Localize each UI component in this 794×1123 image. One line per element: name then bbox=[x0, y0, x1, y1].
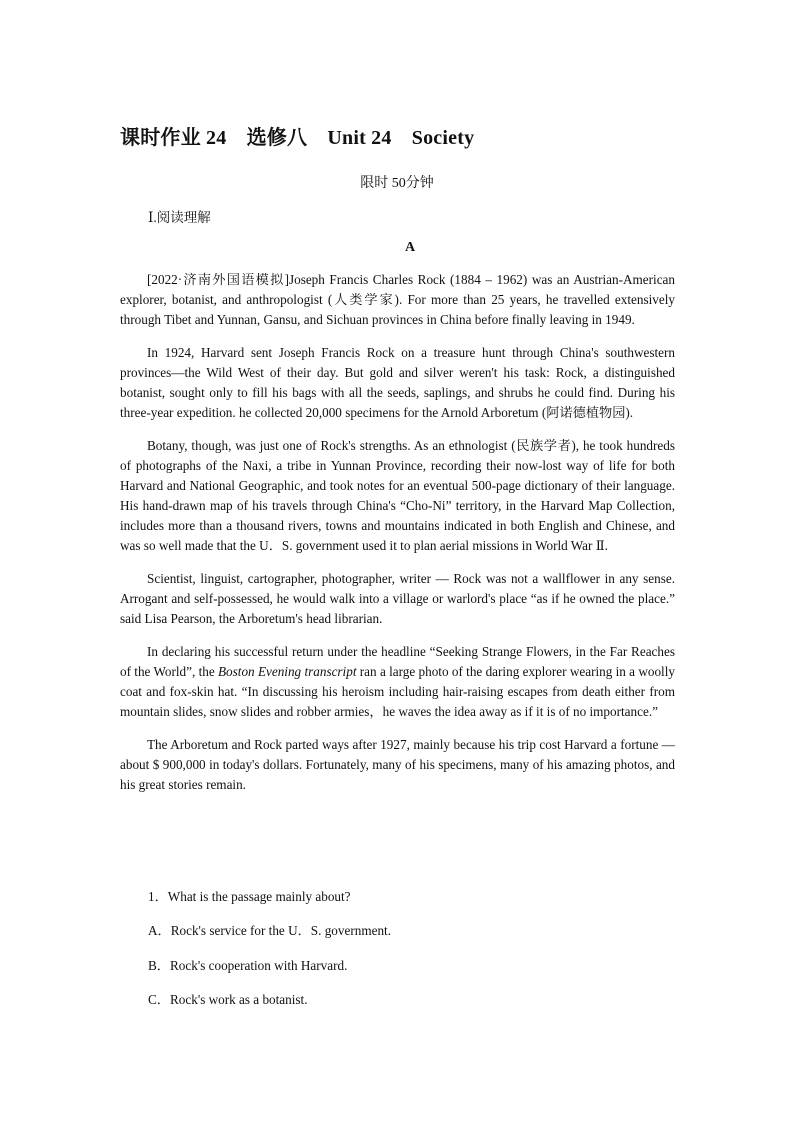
option-c: C．Rock's work as a botanist. bbox=[148, 992, 308, 1007]
paragraph-5 bbox=[120, 642, 675, 722]
passage-body bbox=[120, 270, 675, 808]
paragraph-3: Botany, though, was just one of Rock's strengths. As an ethnologist (民族学者), he took hundreds of photographs of the Naxi, a tribe in Yunnan Province, recording their now-lost way of life for both Harvard and National Geographic, and took notes for an eventual 500-page dictionary of their language. His hand-drawn map of his travels through China's “Cho-Ni” territory, in the Harvard Map Collection, includes more than a thousand rivers, towns and mountains indicated in both English and Chinese, and was so well made that the U．S. government used it to plan aerial missions in World War Ⅱ. bbox=[120, 438, 675, 553]
paragraph-1: [2022·济南外国语模拟]Joseph Francis Charles Rock (1884 – 1962) was an Austrian-American explorer, botanist, and anthropologist (人类学家). For more than 25 years, he travelled extensively through Tibet and Yunnan, Gansu, and Sichuan provinces in China before finally leaving in 1949. bbox=[120, 272, 675, 327]
option-a: A．Rock's service for the U．S. government. bbox=[148, 923, 391, 938]
passage-letter: A bbox=[404, 240, 416, 255]
newspaper-title: Boston Evening transcript bbox=[218, 664, 357, 679]
question-stem: 1．What is the passage mainly about? bbox=[148, 889, 351, 904]
paragraph-6: The Arboretum and Rock parted ways after 1927, mainly because his trip cost Harvard a fortune — about $ 900,000 in today's dollars. Fortunately, many of his specimens, many of his amazing photos, and his great stories remain. bbox=[120, 737, 675, 792]
paragraph-2: In 1924, Harvard sent Joseph Francis Rock on a treasure hunt through China's southwestern provinces—the Wild West of their day. But gold and silver weren't his task: Rock, a distinguished botanist, sought only to fill his bags with all the seeds, saplings, and shrubs he could find. During his three-year expedition. he collected 20,000 specimens for the Arnold Arboretum (阿诺德植物园). bbox=[120, 345, 675, 420]
section-heading: Ⅰ.阅读理解 bbox=[148, 210, 211, 225]
page-title: 课时作业 24 选修八 Unit 24 Society bbox=[120, 127, 475, 149]
paragraph-5-text-after: ran a large photo of the daring explorer wearing in a woolly coat and fox-skin hat. “In discussing his heroism including hair-raising escapes from death either from mountain slides, snow slides and robber armies，he waves the idea away as if it is of no importance.” bbox=[120, 664, 675, 719]
paragraph-5-text-before: In declaring his successful return under the headline “Seeking Strange Flowers, in the Far Reaches of the World”, the bbox=[120, 644, 675, 679]
time-limit: 限时 50分钟 bbox=[360, 176, 434, 191]
option-b: B．Rock's cooperation with Harvard. bbox=[148, 958, 348, 973]
paragraph-4: Scientist, linguist, cartographer, photographer, writer — Rock was not a wallflower in any sense. Arrogant and self-possessed, he would walk into a village or warlord's place “as if he owned the place.” said Lisa Pearson, the Arboretum's head librarian. bbox=[120, 571, 675, 626]
